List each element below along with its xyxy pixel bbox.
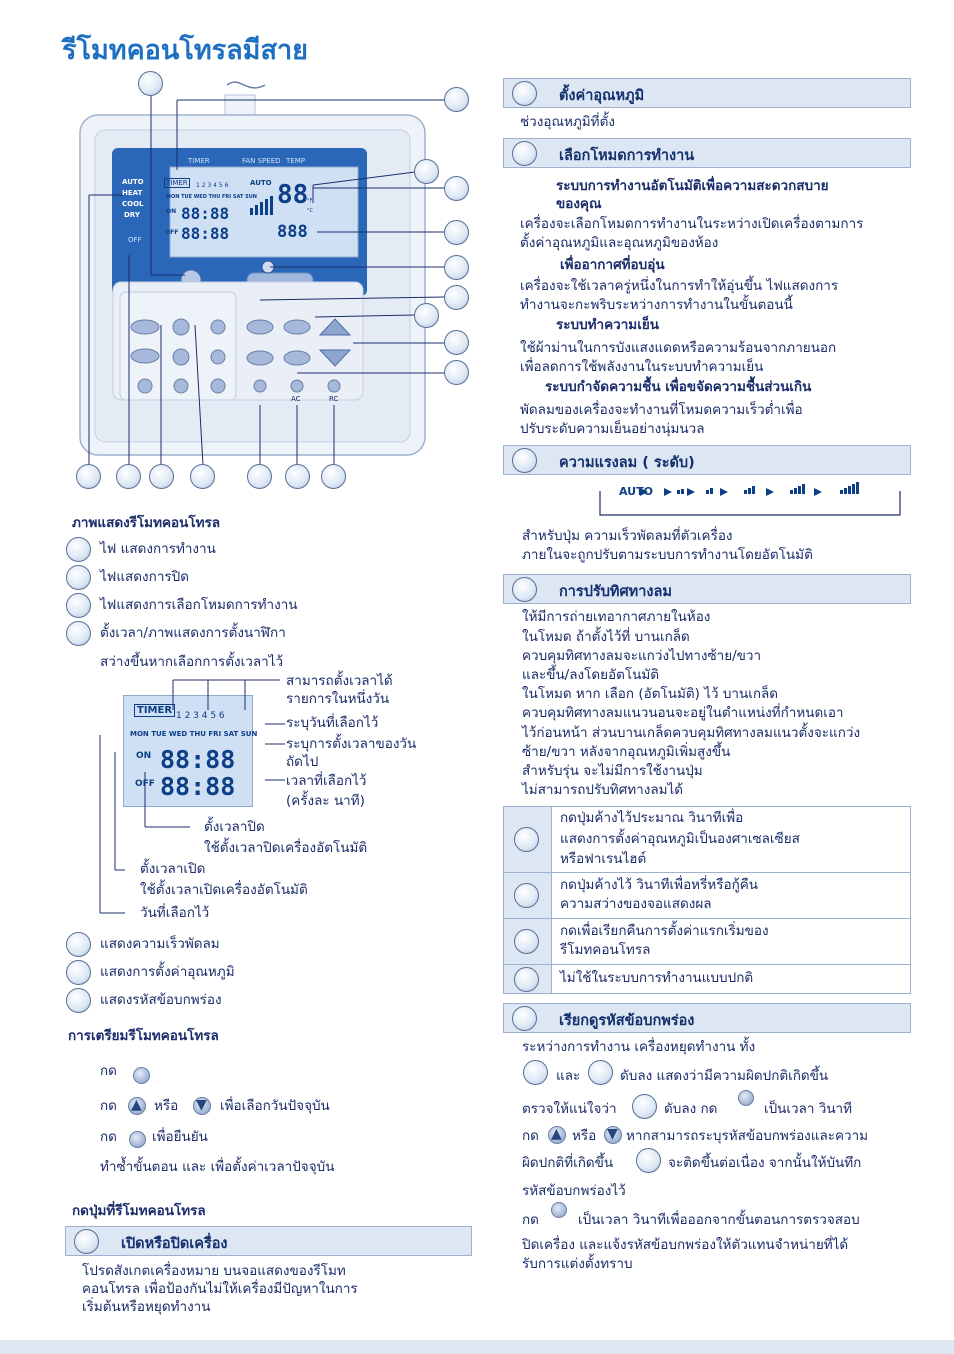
err-line-3c: เป็นเวลา วินาที	[764, 1101, 853, 1117]
air-text-5: ในโหมด หาก เลือก (อัตโนมัติ) ไว้ บานเกล็ด	[522, 686, 779, 702]
onoff-text-1: โปรดสังเกตเครื่องหมาย บนจอแสดงของรีโมท	[82, 1263, 346, 1279]
panel-row-2-bullet	[514, 883, 539, 908]
err-line-8: ปิดเครื่อง และแจ้งรหัสข้อบกพร่องให้ตัวแทนจำหน่ายที่ได้	[522, 1237, 849, 1253]
onoff-bar	[65, 1226, 472, 1256]
prep-press-3: กด	[100, 1129, 117, 1145]
panel-row-3-bullet	[514, 929, 539, 954]
item5-text: แสดงความเร็วพัดลม	[100, 936, 220, 952]
callout-r2	[444, 176, 469, 201]
callout-r1	[414, 159, 439, 184]
lcd-unit-c: °C	[307, 208, 313, 214]
err-line-4b: หากสามารถระบุรหัสข้อบกพร่องและความ	[626, 1128, 869, 1144]
callout-b6	[285, 464, 310, 489]
panel-row-2-line-2: ความสว่างของจอแสดงผล	[560, 896, 712, 912]
down-triangle-icon: ▼	[196, 1097, 207, 1113]
panel-row-1	[504, 807, 910, 873]
err-and: และ	[556, 1068, 581, 1084]
err-line-3a: ตรวจให้แน่ใจว่า	[522, 1101, 617, 1117]
fan-bar-label: ความแรงลม ( ระดับ)	[559, 455, 695, 471]
panel-row-3-cell	[551, 919, 910, 964]
panel-row-1-cell	[551, 807, 910, 872]
err-line-2: ดับลง แสดงว่ามีความผิดปกติเกิดขึ้น	[620, 1068, 829, 1084]
closeup-off-clock: 88:88	[160, 772, 236, 801]
fan-bar	[503, 445, 911, 475]
temp-bullet	[512, 81, 537, 106]
panel-row-1-bullet	[514, 827, 539, 852]
callout-b3	[149, 464, 174, 489]
off-timer-desc: ใช้ตั้งเวลาปิดเครื่องอัตโนมัติ	[204, 840, 368, 856]
selected-day: วันที่เลือกไว้	[140, 905, 210, 921]
lcd-on-clock: 88:88	[181, 204, 230, 223]
auto-title: ระบบการทำงานอัตโนมัติเพื่อความสะดวกสบาย	[556, 178, 829, 194]
on-timer-title: ตั้งเวลาเปิด	[140, 861, 206, 877]
timer-note-3: ระบุวันที่เลือกไว้	[286, 715, 379, 731]
heat-text-1: เครื่องจะใช้เวลาครู่หนึ่งในการทำให้อุ่นขึ้น ไฟแสดงการ	[520, 278, 839, 294]
item1-text: ไฟ แสดงการทำงาน	[100, 541, 216, 557]
panel-row-1-line-2: แสดงการตั้งค่าอุณหภูมิเป็นองศาเซลเซียส	[560, 831, 800, 847]
air-text-9: สำหรับรุ่น จะไม่มีการใช้งานปุ่ม	[522, 763, 703, 779]
err-line-6: รหัสข้อบกพร่องไว้	[522, 1183, 626, 1199]
err-line-3b: ดับลง กด	[664, 1101, 718, 1117]
err-line-7a: กด	[522, 1212, 539, 1228]
mode-heat: HEAT	[122, 189, 143, 197]
item5-bullet	[66, 932, 91, 957]
dry-title: ระบบกำจัดความชื้น เพื่อขจัดความชื้นส่วนเกิน	[545, 379, 812, 395]
item2-text: ไฟแสดงการปิด	[100, 569, 189, 585]
timer-note-2: รายการในหนึ่งวัน	[286, 691, 390, 707]
buttons-heading: กดปุ่มที่รีโมทคอนโทรล	[72, 1203, 206, 1219]
dry-text-1: พัดลมของเครื่องจะทำงานที่โหมดความเร็วต่ำเพื่อ	[520, 402, 803, 418]
callout-top-left	[138, 71, 163, 96]
dry-text-2: ปรับระดับความเย็นอย่างนุ่มนวล	[520, 421, 705, 437]
remote-diagram	[75, 75, 485, 495]
callout-r4	[444, 255, 469, 280]
panel-row-4-cell	[551, 965, 910, 993]
err-line-9: รับการแต่งตั้งทราบ	[522, 1256, 633, 1272]
page-title: รีโมทคอนโทรลมีสาย	[62, 35, 308, 66]
prep-select-day: เพื่อเลือกวันปัจจุบัน	[220, 1098, 330, 1114]
lcd-off-clock: 88:88	[181, 224, 230, 243]
temp-bar	[503, 78, 911, 108]
check-button-icon	[738, 1090, 754, 1106]
onoff-bar-label: เปิดหรือปิดเครื่อง	[121, 1236, 228, 1252]
mode-bullet	[512, 141, 537, 166]
onoff-text-2: คอนโทรล เพื่อป้องกันไม่ให้เครื่องมีปัญหาในการ	[82, 1281, 358, 1297]
fan-text-2: ภายในจะถูกปรับตามระบบการทำงานโดยอัตโนมัติ	[522, 547, 813, 563]
auto-text-1: เครื่องจะเลือกโหมดการทำงานในระหว่างเปิดเครื่องตามการ	[520, 216, 864, 232]
temp-text: ช่วงอุณหภูมิที่ตั้ง	[520, 114, 615, 130]
exit-button-icon	[551, 1202, 567, 1218]
callout-b5	[247, 464, 272, 489]
lcd-timer-label: TIMER	[188, 157, 210, 165]
err-line-5b: จะติดขึ้นต่อเนื่อง จากนั้นให้บันทึก	[668, 1155, 862, 1171]
error-bullet	[512, 1006, 537, 1031]
lcd-err-digits: 888	[277, 222, 308, 242]
lcd-days-nums: 1 2 3 4 5 6	[196, 182, 229, 189]
err-line-4a: กด	[522, 1128, 539, 1144]
item6-bullet	[66, 960, 91, 985]
panel-row-3-line-2: รีโมทคอนโทรล	[560, 942, 651, 958]
panel-row-4-bullet	[514, 967, 539, 992]
mode-cool: COOL	[122, 200, 144, 208]
panel-row-2-cell	[551, 873, 910, 918]
prep-press-2: กด	[100, 1098, 117, 1114]
air-text-1: ให้มีการถ่ายเทอากาศภายในห้อง	[522, 609, 711, 625]
on-timer-desc: ใช้ตั้งเวลาเปิดเครื่องอัตโนมัติ	[140, 882, 308, 898]
err-line-5a: ผิดปกติที่เกิดขึ้น	[522, 1155, 614, 1171]
diagram-heading: ภาพแสดงรีโมทคอนโทรล	[72, 515, 221, 531]
air-text-6: ควบคุมทิศทางลมแนวนอนจะอยู่ในตำแหน่งที่กำหนดเอา	[522, 705, 844, 721]
lcd-fan-auto: AUTO	[250, 179, 272, 187]
fan-bullet	[512, 448, 537, 473]
closeup-on-clock: 88:88	[160, 745, 236, 774]
prep-repeat: ทำซ้ำขั้นตอน และ เพื่อตั้งค่าเวลาปัจจุบัน	[100, 1159, 335, 1175]
lcd-days-names: MON TUE WED THU FRI SAT SUN	[166, 194, 257, 200]
panel-row-2	[504, 873, 910, 919]
err-down-triangle-icon: ▼	[607, 1126, 618, 1142]
err-line-1: ระหว่างการทำงาน เครื่องหยุดทำงาน ทั้ง	[522, 1039, 756, 1055]
air-bar	[503, 574, 911, 604]
callout-b4	[190, 464, 215, 489]
callout-b1	[76, 464, 101, 489]
confirm-button-icon	[129, 1131, 146, 1148]
air-text-2: ในโหมด ถ้าตั้งไว้ที่ บานเกล็ด	[522, 629, 690, 645]
bottom-band	[0, 1340, 954, 1354]
fan-text-1: สำหรับปุ่ม ความเร็วพัดลมที่ตัวเครื่อง	[522, 528, 733, 544]
item7-text: แสดงรหัสข้อบกพร่อง	[100, 992, 222, 1008]
mode-dry: DRY	[124, 211, 140, 219]
lcd-timer-box: TIMER	[166, 179, 188, 187]
callout-r8	[444, 360, 469, 385]
panel-row-4	[504, 965, 910, 993]
prep-heading: การเตรียมรีโมทคอนโทรล	[68, 1028, 219, 1044]
lcd-fanspeed-label: FAN SPEED	[242, 157, 281, 165]
item1-bullet	[66, 537, 91, 562]
item3-bullet	[66, 593, 91, 618]
off-timer-title: ตั้งเวลาปิด	[204, 819, 265, 835]
err-line-7b: เป็นเวลา วินาทีเพื่อออกจากขั้นตอนการตรวจสอบ	[578, 1212, 860, 1228]
error-bar	[503, 1003, 911, 1033]
lcd-unit-f: °F	[307, 198, 313, 204]
lcd-on-label: ON	[166, 208, 177, 215]
callout-b2	[116, 464, 141, 489]
temp-bar-label: ตั้งค่าอุณหภูมิ	[559, 88, 645, 104]
lcd-off-label: OFF	[165, 229, 179, 236]
callout-r6	[414, 303, 439, 328]
cool-text-2: เพื่อลดการใช้พลังงานในระบบทำความเย็น	[520, 359, 764, 375]
timer-note-5: ถัดไป	[286, 754, 319, 770]
onoff-text-3: เริ่มต้นหรือหยุดทำงาน	[82, 1299, 211, 1315]
lcd-temp-label: TEMP	[286, 157, 305, 165]
prep-confirm: เพื่อยืนยัน	[152, 1129, 208, 1145]
rc-label: RC	[329, 395, 339, 403]
air-text-7: ไว้ก่อนหน้า ส่วนบานเกล็ดควบคุมทิศทางลมแนวตั้งจะแกว่ง	[522, 725, 861, 741]
air-text-10: ไม่สามารถปรับทิศทางลมได้	[522, 782, 684, 798]
fan-auto-label: AUTO	[619, 485, 653, 498]
auto-text-2: ตั้งค่าอุณหภูมิและอุณหภูมิของห้อง	[520, 235, 719, 251]
air-bullet	[512, 577, 537, 602]
error-bar-label: เรียกดูรหัสข้อบกพร่อง	[559, 1013, 695, 1029]
err-or: หรือ	[572, 1128, 597, 1144]
mode-bar-label: เลือกโหมดการทำงาน	[559, 148, 695, 164]
closeup-days-nums: 1 2 3 4 5 6	[176, 711, 225, 721]
air-text-4: และขึ้น/ลงโดยอัตโนมัติ	[522, 667, 660, 683]
panel-row-2-line-1: กดปุ่มค้างไว้ วินาทีเพื่อหรี่หรือกู้คืน	[560, 877, 759, 893]
err-bullet-a	[523, 1060, 548, 1085]
timer-note-1: สามารถตั้งเวลาได้	[286, 673, 393, 689]
callout-top-right	[444, 87, 469, 112]
ac-label: AC	[291, 395, 301, 403]
mode-bar	[503, 138, 911, 168]
panel-row-1-line-1: กดปุ่มค้างไว้ประมาณ วินาทีเพื่อ	[560, 810, 744, 826]
timer-note-4: ระบุการตั้งเวลาของวัน	[286, 736, 417, 752]
lcd-error-label: ERROR	[283, 250, 308, 258]
onoff-bullet	[74, 1229, 99, 1254]
item7-bullet	[66, 988, 91, 1013]
prep-press-1: กด	[100, 1063, 117, 1079]
callout-r3	[444, 220, 469, 245]
heat-title: เพื่ออากาศที่อบอุ่น	[560, 257, 665, 273]
lcd-temp-digits: 88	[277, 180, 309, 210]
item4-note: สว่างขึ้นหากเลือกการตั้งเวลาไว้	[100, 654, 284, 670]
cool-text-1: ใช้ผ้าม่านในการบังแสงแดดหรือความร้อนจากภายนอก	[520, 340, 837, 356]
auto-title-2: ของคุณ	[556, 196, 602, 212]
err-bullet-b	[588, 1060, 613, 1085]
panel-row-3-line-1: กดเพื่อเรียกคืนการตั้งค่าแรกเริ่มของ	[560, 923, 769, 939]
set-button-icon	[133, 1067, 150, 1084]
timer-note-6: เวลาที่เลือกไว้	[286, 773, 367, 789]
closeup-on: ON	[136, 751, 152, 761]
closeup-off: OFF	[135, 779, 155, 789]
mode-auto: AUTO	[122, 178, 144, 186]
item2-bullet	[66, 565, 91, 590]
panel-row-3	[504, 919, 910, 965]
air-bar-label: การปรับทิศทางลม	[559, 584, 672, 600]
err-bullet-c	[632, 1094, 657, 1119]
callout-r5	[444, 285, 469, 310]
button-info-panel	[503, 806, 911, 994]
up-triangle-icon: ▲	[131, 1097, 142, 1113]
air-text-3: ควบคุมทิศทางลมจะแกว่งไปทางซ้าย/ขวา	[522, 648, 762, 664]
err-up-triangle-icon: ▲	[551, 1126, 562, 1142]
panel-row-4-line-1: ไม่ใช้ในระบบการทำงานแบบปกติ	[560, 970, 754, 986]
cool-title: ระบบทำความเย็น	[556, 317, 659, 333]
err-bullet-d	[636, 1148, 661, 1173]
callout-b7	[321, 464, 346, 489]
item4-bullet	[66, 621, 91, 646]
timer-note-7: (ครั้งละ นาที)	[286, 793, 365, 809]
prep-or: หรือ	[154, 1098, 179, 1114]
air-text-8: ซ้าย/ขวา หลังจากอุณหภูมิเพิ่มสูงขึ้น	[522, 744, 731, 760]
closeup-days-names: MON TUE WED THU FRI SAT SUN	[130, 730, 258, 738]
callout-r7	[444, 330, 469, 355]
remote-illustration	[75, 75, 485, 495]
item3-text: ไฟแสดงการเลือกโหมดการทำงาน	[100, 597, 298, 613]
panel-row-1-line-3: หรือฟาเรนไฮต์	[560, 851, 647, 867]
heat-text-2: ทำงานจะกะพริบระหว่างการทำงานในขั้นตอนนี้	[520, 297, 793, 313]
item4-text: ตั้งเวลา/ภาพแสดงการตั้งนาฬิกา	[100, 625, 286, 641]
item6-text: แสดงการตั้งค่าอุณหภูมิ	[100, 964, 235, 980]
off-label: OFF	[128, 236, 142, 244]
closeup-timer-box: TIMER	[134, 704, 175, 717]
